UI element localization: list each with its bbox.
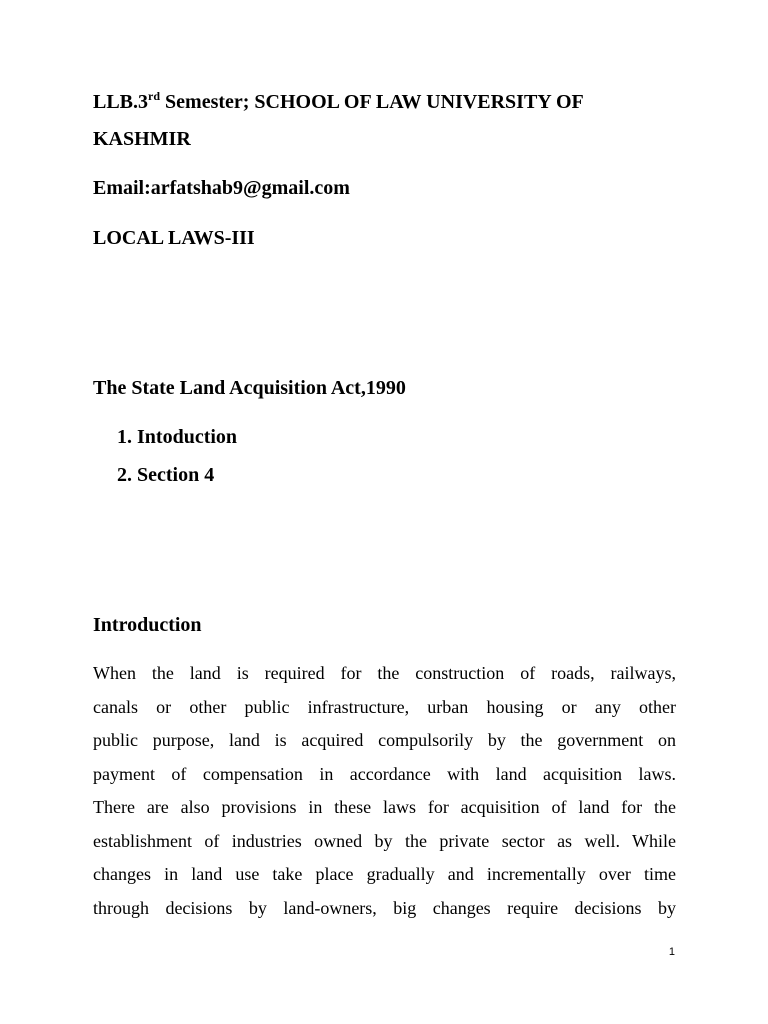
paragraph-line: canals or other public infrastructure, urban housing or any other	[93, 696, 676, 717]
header-line-1	[93, 90, 584, 114]
header-line-2: KASHMIR	[93, 128, 191, 150]
contents-item-section-4: 2. Section 4	[117, 464, 215, 486]
author-email: Email:arfatshab9@gmail.com	[93, 177, 350, 199]
section-heading: Introduction	[93, 614, 202, 636]
act-title: The State Land Acquisition Act,1990	[93, 377, 406, 399]
contents-item-introduction: 1. Intoduction	[117, 426, 238, 448]
course-title: LOCAL LAWS-III	[93, 227, 255, 249]
introduction-paragraph	[93, 659, 676, 927]
paragraph-line: There are also provisions in these laws for acquisition of land for the	[93, 797, 676, 817]
page-number: 1	[668, 946, 675, 958]
header-school: Semester; SCHOOL OF LAW UNIVERSITY OF	[160, 91, 584, 113]
header-course-level: LLB.3	[93, 91, 149, 113]
paragraph-line: changes in land use take place gradually and incrementally over time	[93, 864, 676, 884]
header-ordinal-suffix: rd	[148, 89, 161, 103]
paragraph-line: establishment of industries owned by the private sector as well. While	[93, 830, 676, 851]
paragraph-line: public purpose, land is acquired compulsorily by the government on	[93, 730, 676, 750]
paragraph-line: payment of compensation in accordance with land acquisition laws.	[93, 763, 676, 784]
paragraph-line: When the land is required for the construction of roads, railways,	[93, 663, 676, 683]
paragraph-line: through decisions by land-owners, big changes require decisions by	[93, 897, 676, 918]
